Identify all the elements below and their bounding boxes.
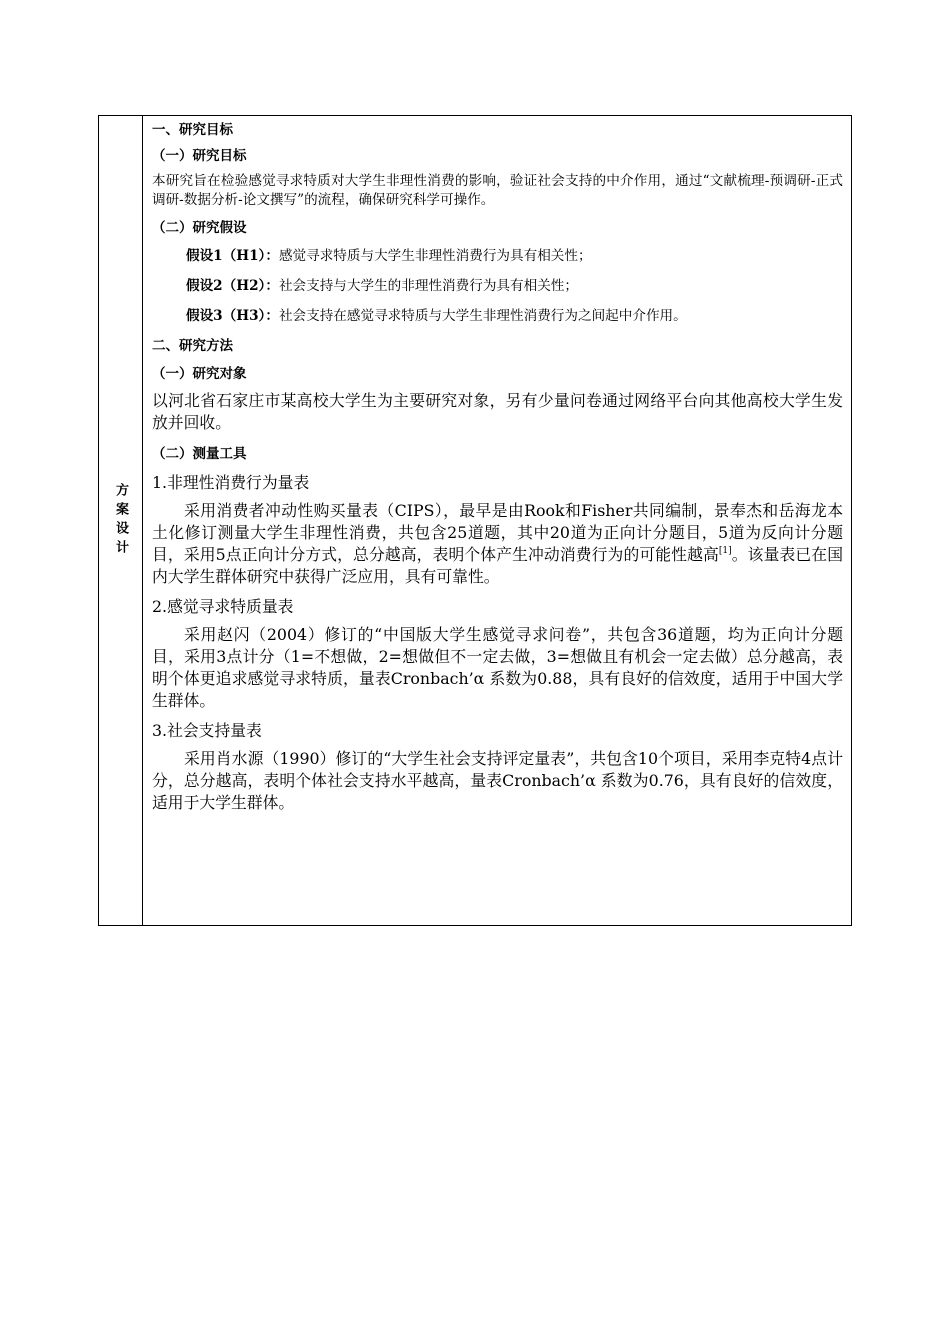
tools-subheading: （二）测量工具 bbox=[152, 446, 247, 462]
tool-2-title: 2.感觉寻求特质量表 bbox=[152, 597, 294, 616]
hypothesis-2 bbox=[152, 276, 843, 296]
tool-1-text-tail: 。该量表已在国内大学生群体研究中获得广泛应用，具有可靠性。 bbox=[152, 545, 843, 586]
subjects-paragraph: 以河北省石家庄市某高校大学生为主要研究对象，另有少量问卷通过网络平台向其他高校大学生发放并回收。 bbox=[152, 391, 843, 432]
goal-paragraph: 本研究旨在检验感觉寻求特质对大学生非理性消费的影响，验证社会支持的中介作用，通过“文献梳理-预调研-正式调研-数据分析-论文撰写”的流程，确保研究科学可操作。 bbox=[152, 173, 843, 208]
tool-3-title: 3.社会支持量表 bbox=[152, 721, 262, 740]
citation-ref: [1] bbox=[718, 546, 732, 556]
research-method-heading: 二、研究方法 bbox=[152, 338, 233, 354]
tool-1-paragraph bbox=[152, 500, 843, 588]
goal-subheading: （一）研究目标 bbox=[152, 148, 247, 164]
subjects-subheading: （一）研究对象 bbox=[152, 366, 247, 382]
hypothesis-1-text: 感觉寻求特质与大学生非理性消费行为具有相关性； bbox=[278, 248, 592, 264]
tool-1-title: 1.非理性消费行为量表 bbox=[152, 473, 310, 492]
plan-design-table bbox=[98, 115, 852, 926]
hypothesis-2-label: 假设2（H2）： bbox=[186, 278, 279, 294]
hypothesis-1 bbox=[152, 246, 843, 266]
section-content-cell bbox=[143, 116, 851, 925]
hypothesis-3 bbox=[152, 306, 843, 326]
hypothesis-3-text: 社会支持在感觉寻求特质与大学生非理性消费行为之间起中介作用。 bbox=[278, 308, 687, 324]
tool-3-paragraph: 采用肖水源（1990）修订的“大学生社会支持评定量表”，共包含10个项目，采用李克特4点计分，总分越高，表明个体社会支持水平越高，量表Cronbach’α 系数为0.76，具有良好的信效度，适用于大学生群体。 bbox=[152, 749, 843, 812]
research-goal-heading: 一、研究目标 bbox=[152, 122, 233, 138]
section-label-cell bbox=[99, 116, 143, 925]
hypothesis-1-label: 假设1（H1）： bbox=[186, 248, 279, 264]
hypothesis-2-text: 社会支持与大学生的非理性消费行为具有相关性； bbox=[278, 278, 578, 294]
hypotheses-subheading: （二）研究假设 bbox=[152, 220, 247, 236]
hypothesis-3-label: 假设3（H3）： bbox=[186, 308, 279, 324]
tool-2-paragraph: 采用赵闪（2004）修订的“中国版大学生感觉寻求问卷”，共包含36道题，均为正向计分题目，采用3点计分（1=不想做，2=想做但不一定去做，3=想做且有机会一定去做）总分越高，表明个体更追求感觉寻求特质，量表Cronbach’α 系数为0.88，具有良好的信效度，适用于中国大学生群体。 bbox=[152, 625, 843, 710]
tool-1-text: 采用消费者冲动性购买量表（CIPS），最早是由Rook和Fisher共同编制，景奉杰和岳海龙本土化修订测量大学生非理性消费，共包含25道题，其中20道为正向计分题目，5道为反向计分题目，采用5点正向计分方式，总分越高，表明个体产生冲动消费行为的可能性越高 bbox=[152, 501, 843, 564]
section-label: 方案设计 bbox=[113, 482, 128, 559]
